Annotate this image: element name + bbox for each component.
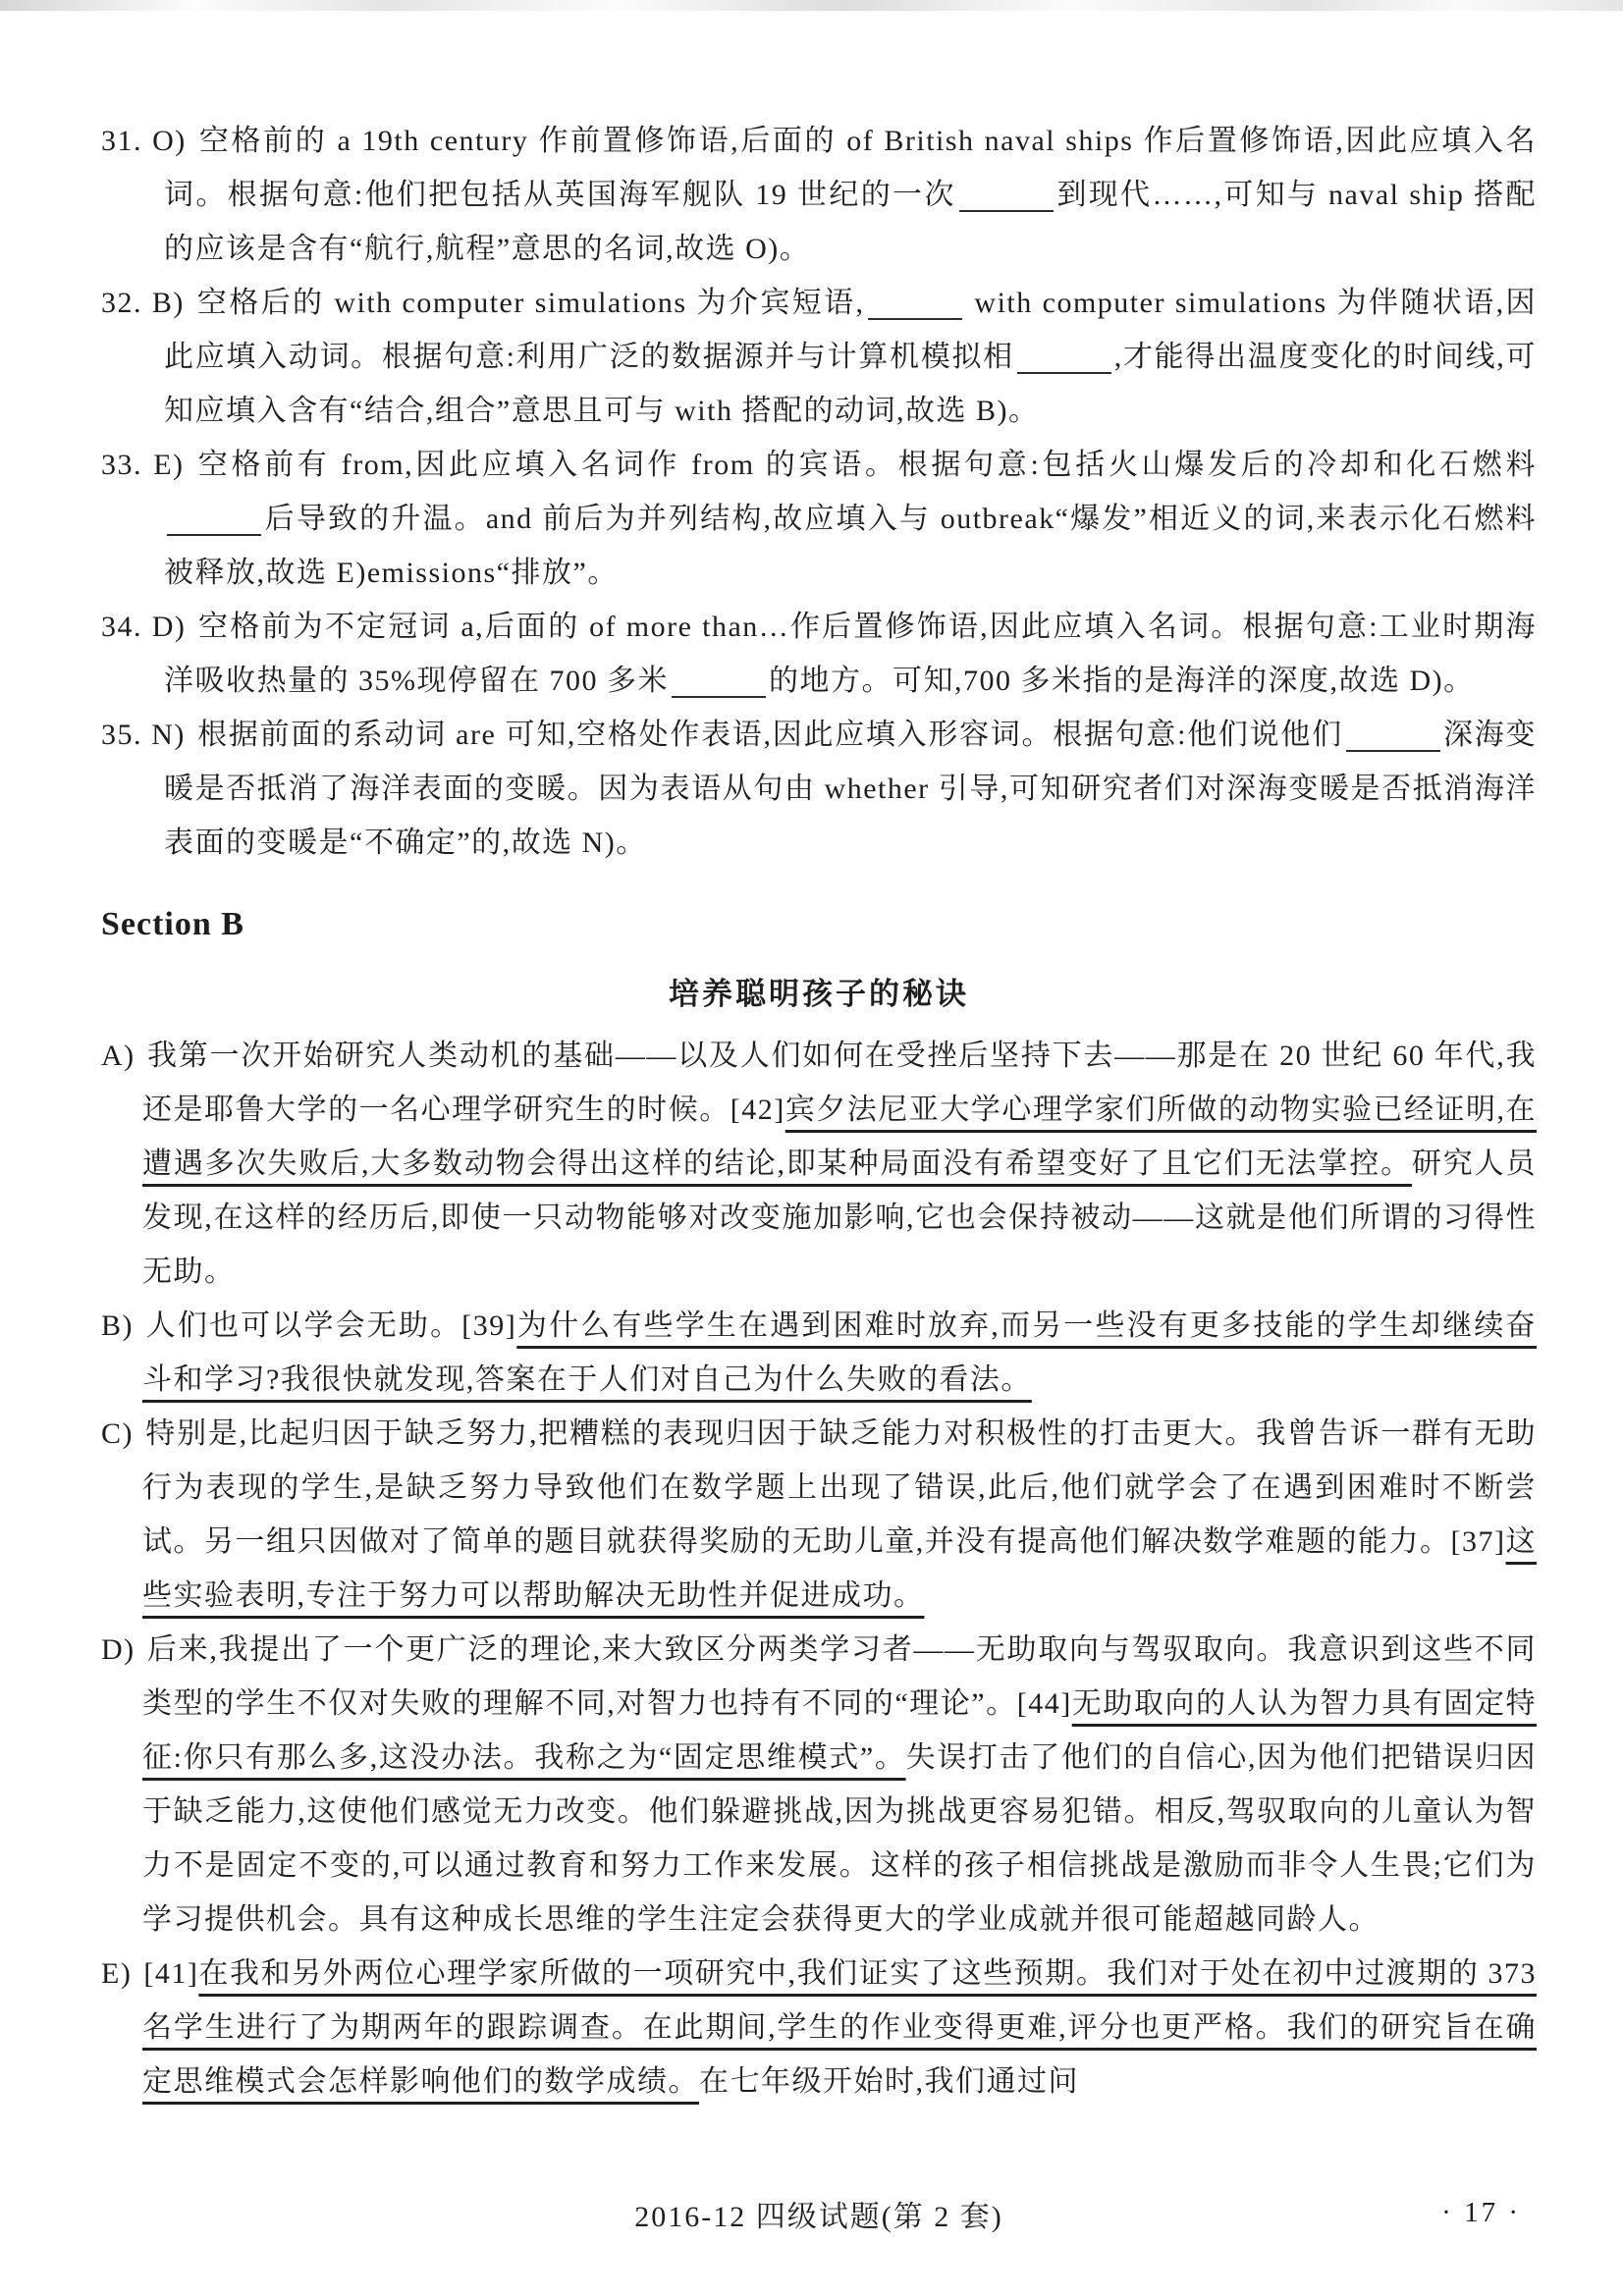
underlined-key-sentence: 无助取向的人认为智力具有固定特征:你只有那么多,这没办法。我称之为“固定思维模式”。 [142,1687,1537,1774]
item-number-and-answer: 34. D) [101,611,187,643]
text-run: 研究人员发现,在这样的经历后,即使一只动物能够对改变施加影响,它也会保持被动——这就是他们所谓的习得性无助。 [142,1148,1538,1288]
passage-title: 培养聪明孩子的秘诀 [669,977,969,1011]
text-run: 特别是,比起归因于缺乏努力,把糟糕的表现归因于缺乏能力对积极性的打击更大。我曾告诉一群有无助行为表现的学生,是缺乏努力导致他们在数学题上出现了错误,此后,他们就学会了在遇到困难时不断尝试。另一组只因做对了简单的题目就获得奖励的无助儿童,并没有提高他们解决数学难题的能力。 [142,1417,1537,1558]
underlined-key-sentence: 在我和另外两位心理学家所做的一项研究中,我们证实了这些预期。我们对于处在初中过渡期的 373 名学生进行了为期两年的跟踪调查。在此期间,学生的作业变得更难,评分也更严格。我们的研究旨在确定思维模式会怎样影响他们的数学成绩。 [142,1957,1537,2098]
section-b-passage-paragraphs [101,1029,1537,2109]
text-run: 人们也可以学会无助。 [145,1309,462,1342]
underlined-key-sentence: 为什么有些学生在遇到困难时放弃,而另一些没有更多技能的学生却继续奋斗和学习?我很快就发现,答案在于人们对自己为什么失败的看法。 [142,1309,1538,1396]
text-run: 我第一次开始研究人类动机的基础——以及人们如何在受挫后坚持下去——那是在 20 世纪 60 年代,我还是耶鲁大学的一名心理学研究生的时候。 [142,1040,1537,1126]
explanation-item-35 [101,708,1537,870]
explanation-item-34 [101,600,1537,708]
fill-in-blank-line [672,667,766,698]
paragraph-label: C) [101,1417,134,1450]
item-number-and-answer: 33. E) [101,449,185,481]
text-run: [37] [1450,1525,1506,1558]
item-number-and-answer: 32. B) [101,287,185,319]
underlined-key-sentence: 宾夕法尼亚大学心理学家们所做的动物实验已经证明,在遭遇多次失败后,大多数动物会得出这样的结论,即某种局面没有希望变好了且它们无法掌控。 [142,1094,1538,1180]
item-number-and-answer: 31. O) [101,125,187,157]
text-run: [39] [461,1309,517,1342]
passage-paragraph-B [101,1299,1537,1407]
text-run: 空格前为不定冠词 a,后面的 of more than…作后置修饰语,因此应填入名词。根据句意:工业时期海洋吸收热量的 35%现停留在 700 多米 [164,611,1538,697]
section-a-explanation-list [101,114,1537,870]
scan-artifact-top-edge [0,0,1623,11]
passage-paragraph-D [101,1623,1537,1947]
text-run: 的地方。可知,700 多米指的是海洋的深度,故选 D)。 [769,665,1475,697]
page-number: · 17 · [1441,2197,1521,2228]
passage-paragraph-C [101,1407,1537,1623]
footer-exam-label: 2016-12 四级试题(第 2 套) [634,2201,1003,2233]
paragraph-label: D) [101,1633,135,1666]
text-run: [44] [1016,1687,1072,1720]
fill-in-blank-line [868,289,962,320]
item-number-and-answer: 35. N) [101,719,186,751]
explanation-item-31 [101,114,1537,276]
underlined-key-sentence: 这些实验表明,专注于努力可以帮助解决无助性并促进成功。 [142,1525,1538,1612]
text-run: 在七年级开始时,我们通过问 [699,2065,1079,2098]
text-run: 根据前面的系动词 are 可知,空格处作表语,因此应填入形容词。根据句意:他们说他们 [196,719,1343,751]
text-run: ,才能得出温度变化的时间线,可知应填入含有“结合,组合”意思且可与 with 搭配的动词,故选 B)。 [164,341,1537,427]
fill-in-blank-line [1017,343,1111,374]
section-b-heading: Section B [101,906,244,942]
paragraph-label: E) [101,1957,133,1990]
paragraph-label: A) [101,1040,135,1072]
text-run: [42] [730,1094,785,1126]
fill-in-blank-line [959,181,1054,212]
fill-in-blank-line [167,505,261,536]
text-run: 空格前的 a 19th century 作前置修饰语,后面的 of British naval ships 作后置修饰语,因此应填入名词。根据句意:他们把包括从英国海军舰队 19 世纪的一次 [164,125,1537,211]
explanation-item-33 [101,438,1537,600]
text-run: 深海变暖是否抵消了海洋表面的变暖。因为表语从句由 whether 引导,可知研究者们对深海变暖是否抵消海洋表面的变暖是“不确定”的,故选 N)。 [164,719,1538,859]
text-run: 失误打击了他们的自信心,因为他们把错误归因于缺乏能力,这使他们感觉无力改变。他们躲避挑战,因为挑战更容易犯错。相反,驾驭取向的儿童认为智力不是固定不变的,可以通过教育和努力工作来发展。这样的孩子相信挑战是激励而非令人生畏;它们为学习提供机会。具有这种成长思维的学生注定会获得更大的学业成就并很可能超越同龄人。 [142,1741,1538,1936]
text-run: 空格后的 with computer simulations 为介宾短语, [195,287,865,319]
text-run: 空格前有 from,因此应填入名词作 from 的宾语。根据句意:包括火山爆发后的冷却和化石燃料 [195,449,1537,481]
passage-paragraph-E [101,1947,1537,2109]
page-content [101,114,1537,2109]
text-run: 后来,我提出了一个更广泛的理论,来大致区分两类学习者——无助取向与驾驭取向。我意识到这些不同类型的学生不仅对失败的理解不同,对智力也持有不同的“理论”。 [142,1633,1537,1720]
text-run: [41] [143,1957,199,1990]
paragraph-label: B) [101,1309,134,1342]
fill-in-blank-line [1346,721,1440,752]
text-run: 到现代……,可知与 naval ship 搭配的应该是含有“航行,航程”意思的名词,故选 O)。 [164,179,1537,265]
text-run: 后导致的升温。and 前后为并列结构,故应填入与 outbreak“爆发”相近义的词,来表示化石燃料被释放,故选 E)emissions“排放”。 [164,503,1537,589]
passage-paragraph-A [101,1029,1537,1299]
text-run: with computer simulations 为伴随状语,因此应填入动词。根据句意:利用广泛的数据源并与计算机模拟相 [164,287,1538,373]
explanation-item-32 [101,276,1537,438]
